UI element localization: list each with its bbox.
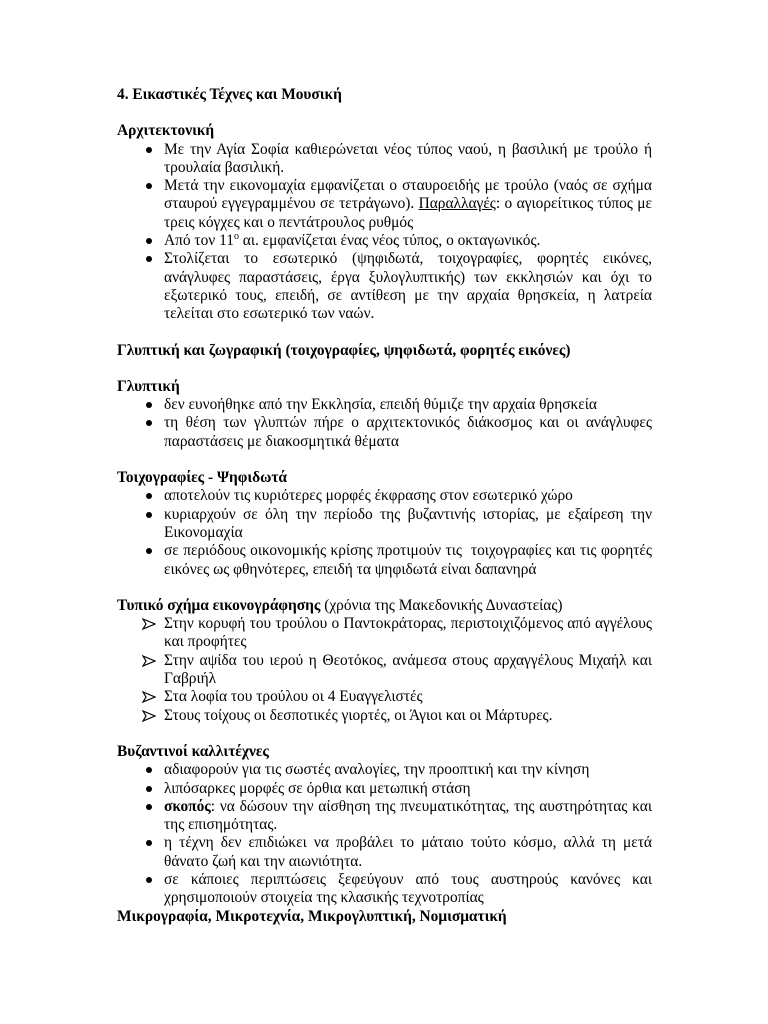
list-item: Από τον $11^o$ αι. εμφανίζεται ένας νέος τύπος, ο οκταγωνικός. bbox=[117, 232, 652, 250]
bullet-icon bbox=[146, 147, 152, 153]
bullet-icon bbox=[146, 402, 152, 408]
bullet-icon bbox=[146, 877, 152, 883]
bullet-icon bbox=[146, 183, 152, 189]
arrow-bullet-icon bbox=[142, 710, 156, 722]
list-item: σκοπός: να δώσουν την αίσθηση της πνευματικότητας, της αυστηρότητας και της επισημότητας. bbox=[117, 798, 652, 835]
bullet-icon bbox=[146, 256, 152, 262]
architecture-list bbox=[117, 141, 652, 324]
bullet-icon bbox=[146, 512, 152, 518]
frescoes-list bbox=[117, 487, 660, 578]
bullet-icon bbox=[146, 493, 152, 499]
list-item: Στην αψίδα του ιερού η Θεοτόκος, ανάμεσα στους αρχαγγέλους Μιχαήλ και Γαβριήλ bbox=[117, 652, 652, 689]
list-item: κυριαρχούν σε όλη την περίοδο της βυζαντινής ιστορίας, με εξαίρεση την Εικονομαχία bbox=[117, 506, 652, 543]
document-body bbox=[117, 86, 660, 926]
artists-heading: Βυζαντινοί καλλιτέχνες bbox=[117, 742, 269, 760]
list-item: λιπόσαρκες μορφές σε όρθια και μετωπική στάση bbox=[117, 780, 652, 798]
list-item: Στα λοφία του τρούλου οι 4 Ευαγγελιστές bbox=[117, 688, 652, 706]
list-item: Στολίζεται το εσωτερικό (ψηφιδωτά, τοιχογραφίες, φορητές εικόνες, ανάγλυφες παραστάσεις, έργα ξυλογλυπτικής) των εκκλησιών και όχι το εξωτερικό τους, επειδή, σε αντίθεση με την αρχαία θρησκεία, η λατρεία τελείται στο εσωτερικό των ναών. bbox=[117, 250, 652, 323]
section-title: 4. Εικαστικές Τέχνες και Μουσική bbox=[117, 86, 342, 103]
list-item: Μετά την εικονομαχία εμφανίζεται ο σταυροειδής με τρούλο (ναός σε σχήμα σταυρού εγγεγραμμένου σε τετράγωνο). Παραλλαγές: ο αγιορείτικος τύπος με τρεις κόγχες και ο πεντάτρουλος ρυθμός bbox=[117, 177, 652, 232]
minor-arts-heading: Μικρογραφία, Μικροτεχνία, Μικρογλυπτική, Νομισματική bbox=[117, 907, 507, 925]
underlined-term: Παραλλαγές bbox=[418, 195, 496, 213]
sculpture-painting-heading: Γλυπτική και ζωγραφική (τοιχογραφίες, ψηφιδωτά, φορητές εικόνες) bbox=[117, 341, 571, 359]
bullet-icon bbox=[146, 767, 152, 773]
bullet-icon bbox=[146, 238, 152, 244]
list-item: τη θέση των γλυπτών πήρε ο αρχιτεκτονικός διάκοσμος και οι ανάγλυφες παραστάσεις με διακοσμητικά θέματα bbox=[117, 414, 652, 451]
list-item: Στην κορυφή του τρούλου ο Παντοκράτορας, περιστοιχιζόμενος από αγγέλους και προφήτες bbox=[117, 615, 652, 652]
arrow-bullet-icon bbox=[142, 691, 156, 703]
iconography-heading-note: (χρόνια της Μακεδονικής Δυναστείας) bbox=[320, 596, 563, 614]
list-item: αδιαφορούν για τις σωστές αναλογίες, την προοπτική και την κίνηση bbox=[117, 761, 652, 779]
iconography-heading: Τυπικό σχήμα εικονογράφησης bbox=[117, 596, 321, 614]
list-item: σε περιόδους οικονομικής κρίσης προτιμούν τις τοιχογραφίες και τις φορητές εικόνες ως φθηνότερες, επειδή τα ψηφιδωτά είναι δαπανηρά bbox=[117, 542, 652, 579]
list-item: σε κάποιες περιπτώσεις ξεφεύγουν από τους αυστηρούς κανόνες και χρησιμοποιούν στοιχεία της κλασικής τεχνοτροπίας bbox=[117, 871, 652, 908]
list-item: δεν ευνοήθηκε από την Εκκλησία, επειδή θύμιζε την αρχαία θρησκεία bbox=[117, 396, 652, 414]
list-item: Στους τοίχους οι δεσποτικές γιορτές, οι Άγιοι και οι Μάρτυρες. bbox=[117, 707, 652, 725]
bullet-icon bbox=[146, 420, 152, 426]
sculpture-list bbox=[117, 396, 652, 451]
list-item: Με την Αγία Σοφία καθιερώνεται νέος τύπος ναού, η βασιλική με τρούλο ή τρουλαία βασιλική. bbox=[117, 141, 652, 178]
bold-term: σκοπός bbox=[164, 797, 211, 815]
artists-list bbox=[117, 761, 652, 907]
iconography-heading-line bbox=[117, 597, 652, 615]
list-item: αποτελούν τις κυριότερες μορφές έκφρασης στον εσωτερικό χώρο bbox=[117, 487, 652, 505]
bullet-icon bbox=[146, 804, 152, 810]
bullet-icon bbox=[146, 840, 152, 846]
sculpture-heading: Γλυπτική bbox=[117, 377, 180, 395]
architecture-heading: Αρχιτεκτονική bbox=[117, 122, 215, 140]
bullet-icon bbox=[146, 548, 152, 554]
bullet-icon bbox=[146, 786, 152, 792]
arrow-bullet-icon bbox=[142, 618, 156, 630]
arrow-bullet-icon bbox=[142, 655, 156, 667]
iconography-list bbox=[117, 615, 652, 725]
frescoes-heading: Τοιχογραφίες - Ψηφιδωτά bbox=[117, 469, 288, 487]
list-item: η τέχνη δεν επιδιώκει να προβάλει το μάταιο τούτο κόσμο, αλλά τη μετά θάνατο ζωή και την αιωνιότητα. bbox=[117, 834, 652, 871]
superscript: ο bbox=[233, 230, 239, 242]
